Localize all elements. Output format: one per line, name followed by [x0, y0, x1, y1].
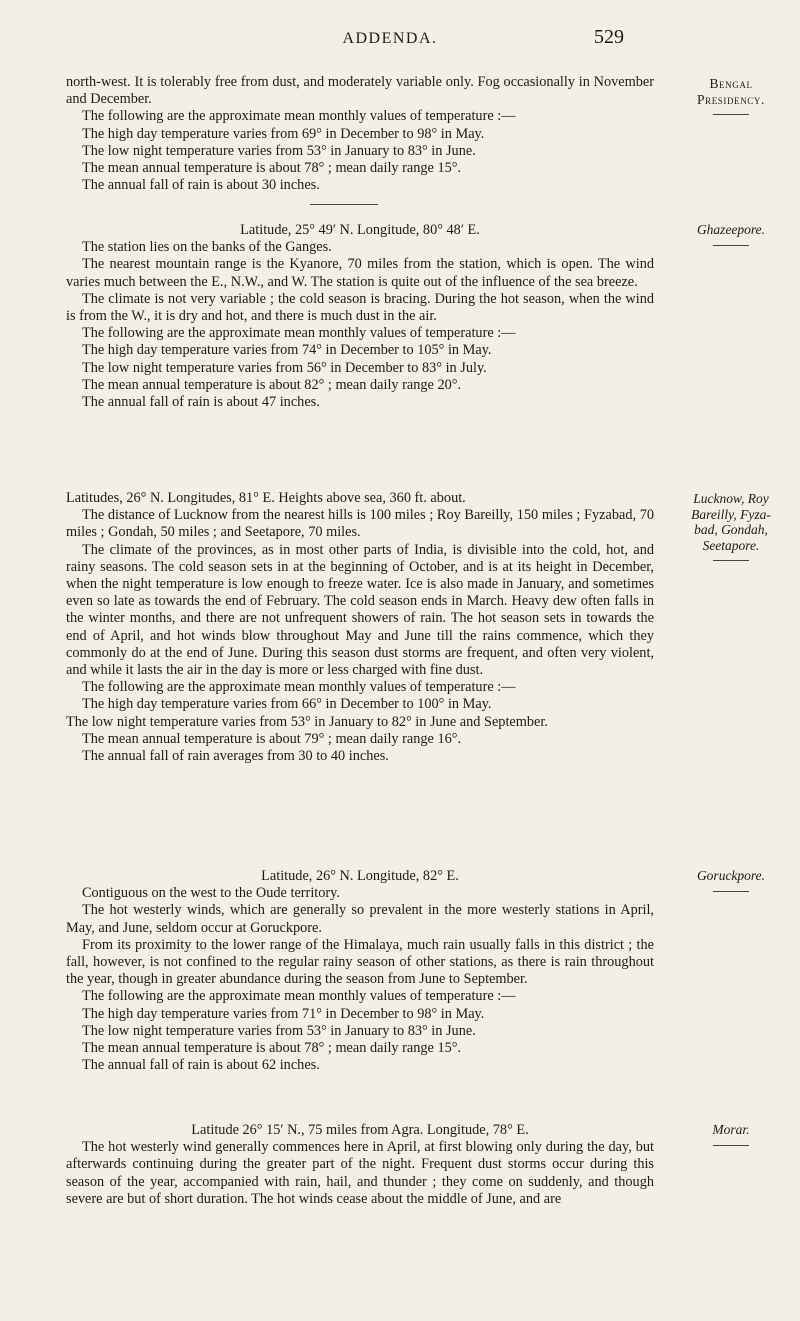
- high-temperature: The high day temperature varies from 74° in December to 105° in May.: [82, 342, 492, 359]
- margin-rule: [713, 560, 749, 561]
- margin-note-line: Seetapore.: [702, 537, 760, 553]
- paragraph: The station lies on the banks of the Ganges.: [82, 239, 332, 256]
- mean-temperature: The mean annual temperature is about 78° ; mean daily range 15°.: [82, 160, 462, 177]
- coordinates: Latitudes, 26° N. Longitudes, 81° E. Heights above sea, 360 ft. about.: [66, 490, 466, 506]
- margin-rule: [713, 114, 749, 115]
- temperature-intro: The following are the approximate mean monthly values of temperature :—: [82, 325, 516, 342]
- margin-note-line: bad, Gondah,: [694, 522, 768, 537]
- paragraph: The hot westerly wind generally commences here in April, at first blowing only during the day, but afterwards continuing during the greater part of the night. Frequent dust storms occur during this season of the year, accompanied with rain, hail, and thunder ; they come on suddenly, and though severe are but of short duration. The hot winds cease about the middle of June, and are: [66, 1139, 654, 1207]
- section-goruckpore: [66, 868, 654, 1074]
- rainfall: The annual fall of rain is about 47 inches.: [82, 394, 320, 411]
- mean-temperature: The mean annual temperature is about 79° ; mean daily range 16°.: [82, 730, 462, 747]
- section-separator: [310, 204, 378, 205]
- low-temperature: The low night temperature varies from 53° in January to 83° in June.: [82, 142, 476, 159]
- margin-note-line: Lucknow, Roy: [693, 491, 769, 506]
- rainfall: The annual fall of rain is about 62 inches.: [82, 1057, 320, 1074]
- margin-note-bengal: [672, 76, 790, 115]
- section-lucknow: [66, 490, 654, 765]
- temperature-intro: The following are the approximate mean monthly values of temperature :—: [82, 988, 516, 1005]
- mean-temperature: The mean annual temperature is about 78° ; mean daily range 15°.: [82, 1040, 462, 1057]
- coordinates: Latitude, 25° 49′ N. Longitude, 80° 48′ E.: [240, 222, 480, 238]
- temperature-intro: The following are the approximate mean monthly values of temperature :—: [82, 679, 516, 696]
- margin-note-line: Ghazeepore.: [696, 222, 766, 237]
- section-bengal: [66, 74, 654, 194]
- margin-note-line: Bareilly, Fyza-: [691, 506, 771, 522]
- section-morar: [66, 1122, 654, 1208]
- high-temperature: The high day temperature varies from 69° in December to 98° in May.: [82, 125, 485, 142]
- paragraph: The hot westerly winds, which are generally so prevalent in the more westerly stations in April, May, and June, seldom occur at Goruckpore.: [66, 902, 654, 936]
- margin-note-line: Bengal: [709, 76, 753, 91]
- section-ghazeepore: [66, 222, 654, 411]
- paragraph: The climate is not very variable ; the cold season is bracing. During the hot season, when the wind is from the W., it is dry and hot, and there is much dust in the air.: [66, 290, 654, 325]
- paragraph: From its proximity to the lower range of the Himalaya, much rain usually falls in this district ; the fall, however, is not confined to the regular rainy season of other stations, as there is rain throughout the year, though in greater abundance during the season from June to September.: [66, 936, 654, 988]
- paragraph: The nearest mountain range is the Kyanore, 70 miles from the station, which is open. The wind varies much between the E., N.W., and W. The station is quite out of the influence of the sea breeze.: [66, 256, 654, 290]
- margin-rule: [713, 1145, 749, 1146]
- rainfall: The annual fall of rain is about 30 inches.: [82, 177, 320, 194]
- margin-note-goruckpore: [672, 868, 790, 892]
- margin-note-morar: [672, 1122, 790, 1146]
- margin-note-lucknow: [672, 491, 790, 561]
- margin-rule: [713, 245, 749, 246]
- coordinates: Latitude, 26° N. Longitude, 82° E.: [261, 868, 459, 884]
- page-number: 529: [594, 26, 624, 48]
- high-temperature: The high day temperature varies from 66° in December to 100° in May.: [82, 696, 492, 713]
- paragraph: north-west. It is tolerably free from dust, and moderately variable only. Fog occasionally in November and December.: [66, 74, 654, 108]
- low-temperature: The low night temperature varies from 53° in January to 82° in June and September.: [66, 713, 548, 730]
- low-temperature: The low night temperature varies from 53° in January to 83° in June.: [82, 1022, 476, 1039]
- margin-note-line: Presidency.: [697, 91, 765, 107]
- margin-note-line: Morar.: [712, 1122, 750, 1137]
- rainfall: The annual fall of rain averages from 30 to 40 inches.: [82, 748, 389, 765]
- paragraph: The climate of the provinces, as in most other parts of India, is divisible into the cold, hot, and rainy seasons. The cold season sets in at the beginning of October, and is at its height in December, when the night temperature is low enough to freeze water. Ice is also made in January, and sometimes even so late as towards the end of February. The cold season ends in March. Heavy dew often falls in the winter months, and there are not unfrequent showers of rain. The hot season sets in towards the end of April, and hot winds blow throughout May and June till the rains commence, which they commonly do at the end of June. During this season dust storms are frequent, and often very violent, and while it lasts the air in the day is more or less charged with fine dust.: [66, 541, 654, 679]
- margin-note-line: Goruckpore.: [696, 868, 766, 883]
- coordinates: Latitude 26° 15′ N., 75 miles from Agra. Longitude, 78° E.: [191, 1122, 529, 1138]
- mean-temperature: The mean annual temperature is about 82° ; mean daily range 20°.: [82, 376, 462, 393]
- paragraph: Contiguous on the west to the Oude territory.: [82, 885, 340, 902]
- paragraph: The distance of Lucknow from the nearest hills is 100 miles ; Roy Bareilly, 150 miles ; Fyzabad, 70 miles ; Gondah, 50 miles ; and Seetapore, 70 miles.: [66, 507, 654, 541]
- margin-rule: [713, 891, 749, 892]
- temperature-intro: The following are the approximate mean monthly values of temperature :—: [82, 108, 516, 125]
- margin-note-ghazeepore: [672, 222, 790, 246]
- running-header: ADDENDA.: [342, 30, 438, 47]
- low-temperature: The low night temperature varies from 56° in December to 83° in July.: [82, 359, 487, 376]
- high-temperature: The high day temperature varies from 71° in December to 98° in May.: [82, 1005, 485, 1022]
